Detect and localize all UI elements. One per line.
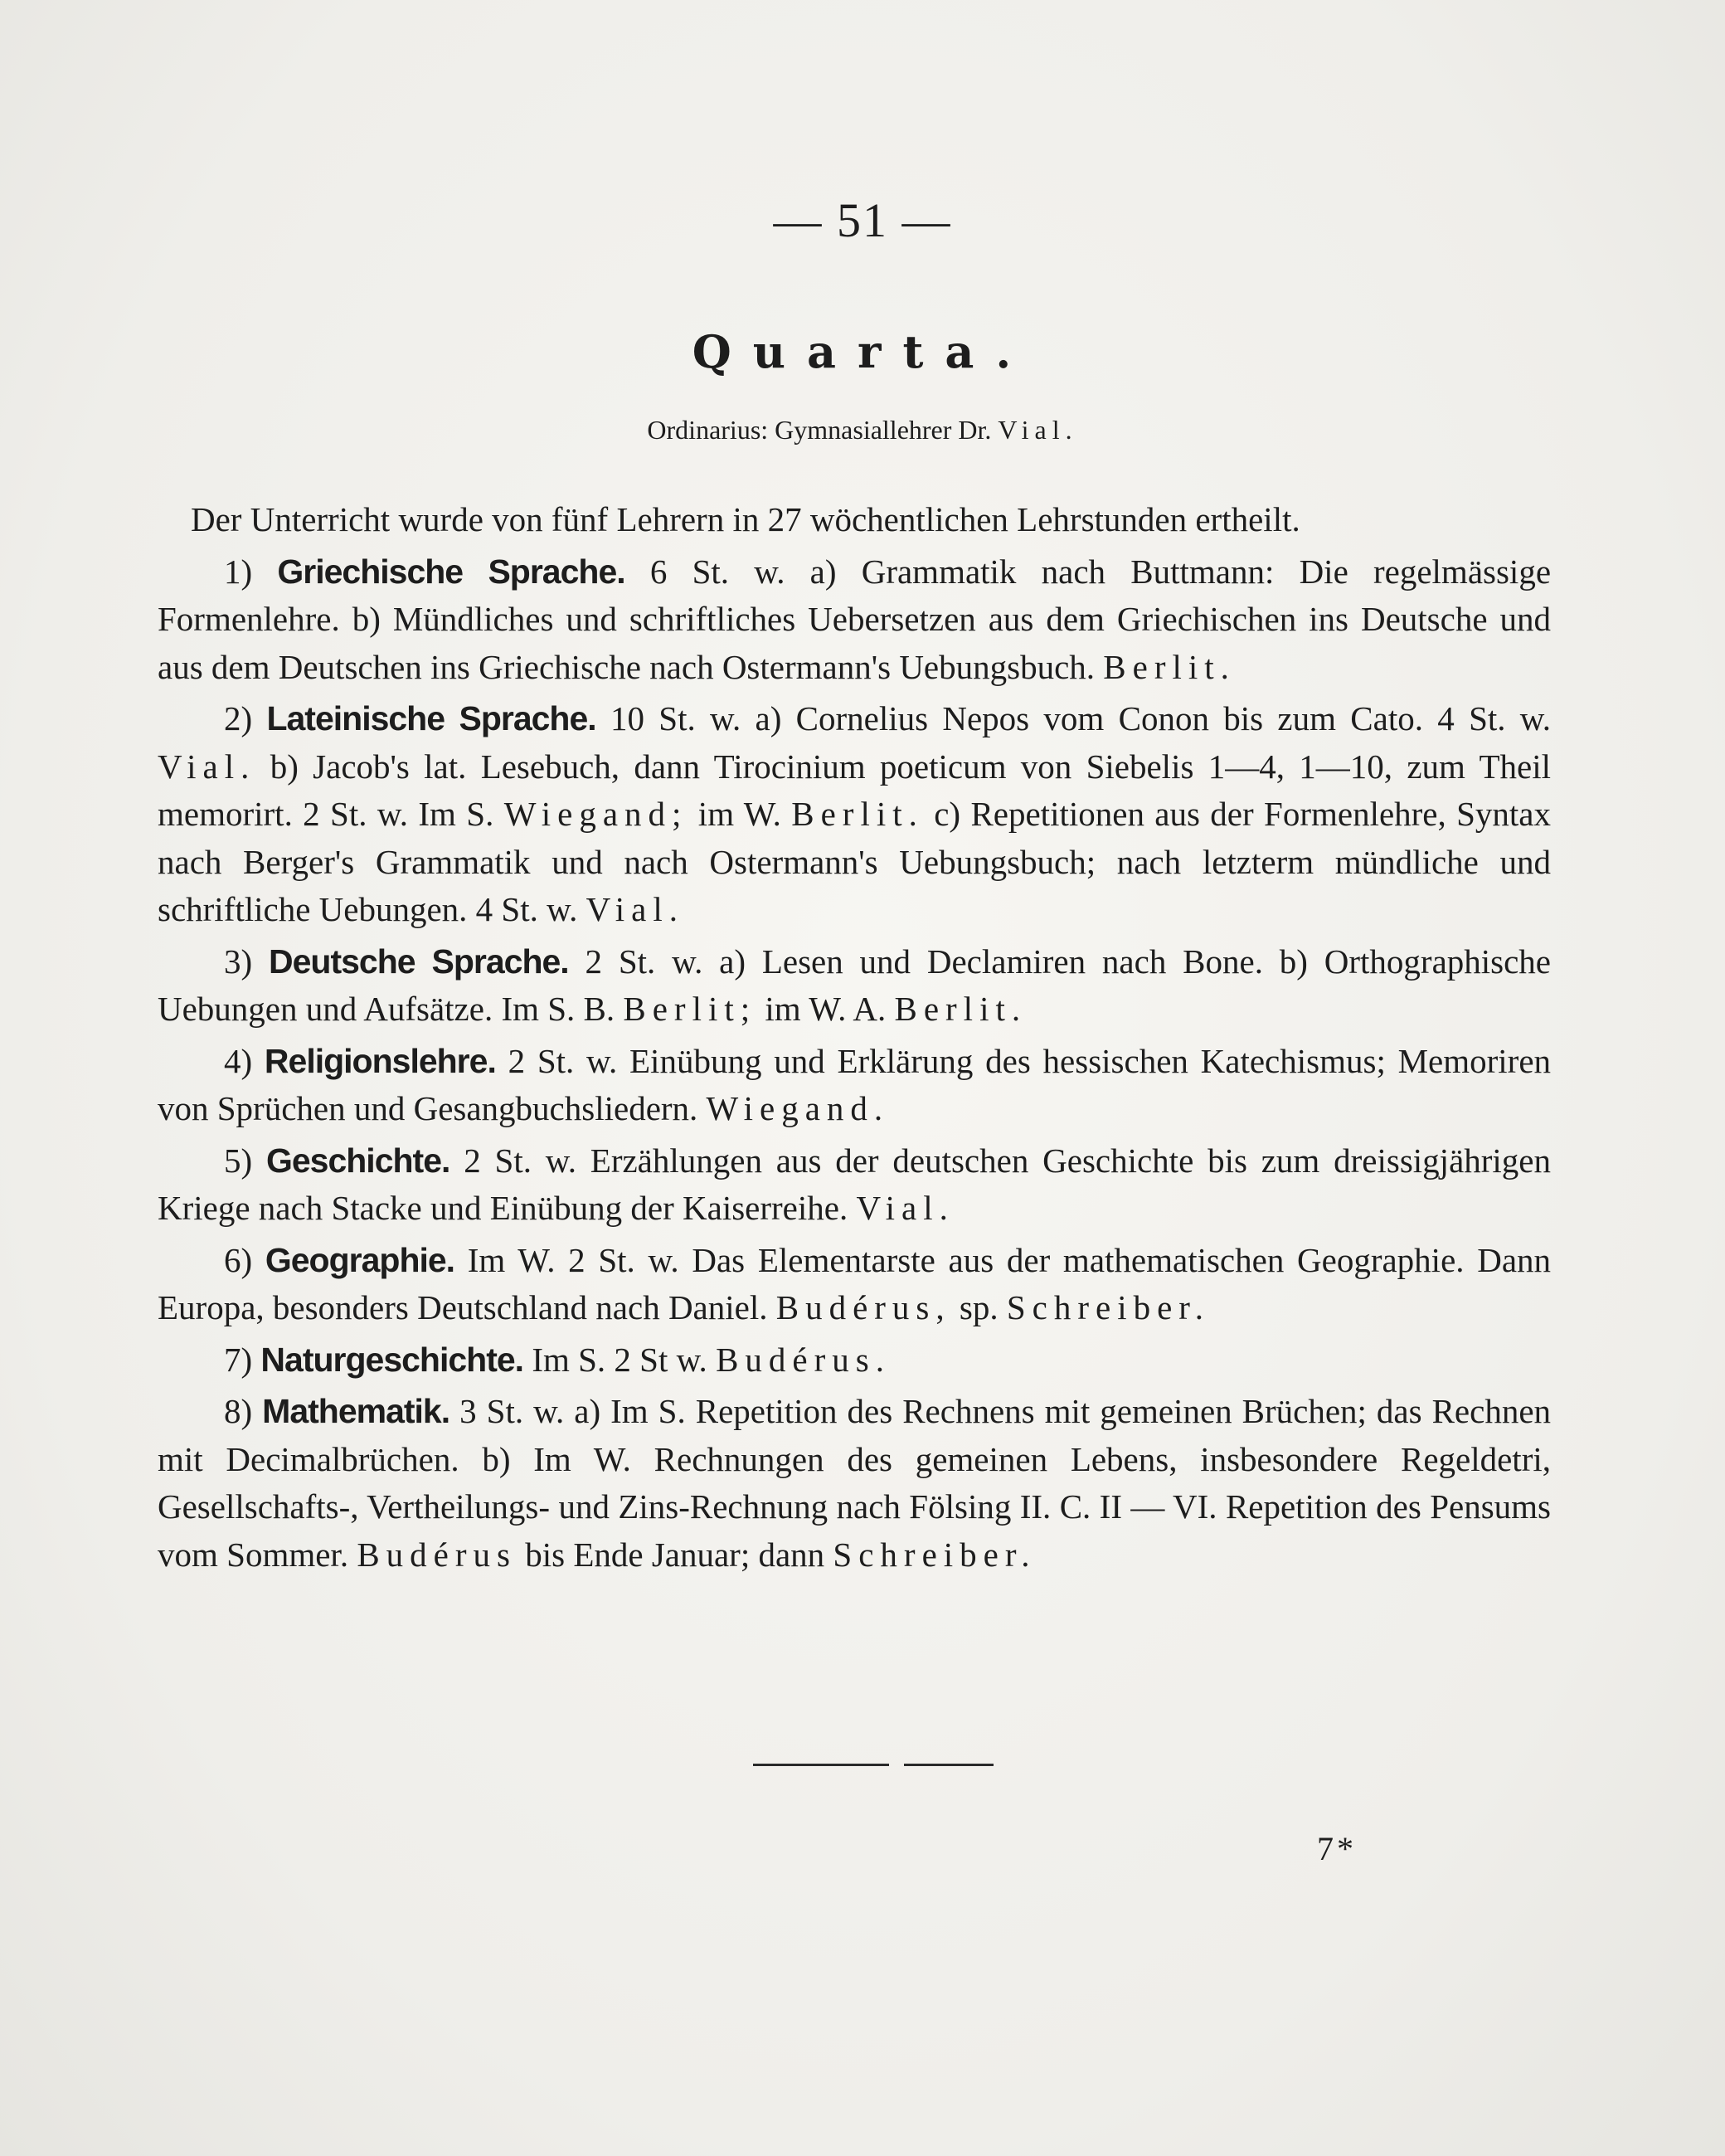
section-text: 2 St. w. Erzählungen aus der deutschen Geschichte bis zum dreissigjährigen Kriege nach Stacke und Einübung der Kaiserreihe.	[158, 1141, 1552, 1227]
section-text: Im W. 2 St. w. Das Elementarste aus der mathematischen Geographie. Dann Europa, besonders Deutschland nach Daniel.	[158, 1240, 1552, 1326]
section-text: im W.	[697, 795, 781, 833]
section-latin	[158, 695, 1551, 934]
teacher-name: Budérus	[357, 1535, 517, 1574]
teacher-name: Budérus.	[716, 1340, 891, 1379]
section-heading: Religionslehre.	[264, 1041, 496, 1080]
teacher-name: Vial.	[856, 1189, 955, 1227]
section-heading: Griechische Sprache.	[277, 552, 625, 591]
end-rule-left	[753, 1764, 889, 1766]
section-text: 2 St. w. a) Lesen und Declamiren nach Bone. b) Orthographische Uebungen und Aufsätze. Im S. B.	[158, 942, 1552, 1028]
teacher-name: Berlit;	[623, 990, 757, 1028]
ordinarius-line	[0, 415, 1725, 445]
section-text: 3 St. w. a) Im S. Repetition des Rechnens mit gemeinen Brüchen; das Rechnen mit Decimalbrüchen. b) Im W. Rechnungen des gemeinen Lebens, insbesondere Regeldetri, Gesellschafts-, Vertheilungs- und Zins-Rechnung nach Fölsing II. C. II — VI. Repetition des Pensums vom Sommer.	[158, 1392, 1552, 1574]
intro-paragraph: Der Unterricht wurde von fünf Lehrern in 27 wöchentlichen Lehrstunden ertheilt.	[191, 500, 1300, 538]
teacher-name: Wiegand.	[706, 1089, 890, 1127]
section-text: c) Repetitionen aus der Formenlehre, Syntax nach Berger's Grammatik und nach Ostermann's Uebungsbuch; nach letzterm mündliche und schriftliche Uebungen. 4 St. w.	[158, 795, 1552, 928]
section-number: 7)	[224, 1340, 253, 1379]
section-number: 2)	[224, 699, 253, 737]
ordinarius-name: Vial.	[998, 415, 1078, 445]
body-text	[158, 496, 1551, 1583]
section-text: 10 St. w. a) Cornelius Nepos vom Conon bis zum Cato. 4 St. w.	[610, 699, 1552, 737]
section-number: 5)	[224, 1141, 253, 1180]
section-number: 4)	[224, 1041, 253, 1080]
section-mathematics	[158, 1388, 1551, 1579]
teacher-name: Budérus,	[775, 1288, 951, 1326]
teacher-name: Berlit.	[791, 795, 924, 833]
section-title: Quarta.	[692, 325, 1033, 378]
teacher-name: Berlit.	[894, 990, 1028, 1028]
section-natural-history	[158, 1336, 1551, 1385]
teacher-name: Wiegand;	[503, 795, 688, 833]
section-number: 1)	[224, 552, 253, 591]
section-text: sp.	[959, 1288, 999, 1326]
teacher-name: Schreiber.	[833, 1535, 1037, 1574]
teacher-name: Vial.	[158, 747, 256, 786]
section-text: 2 St. w. Einübung und Erklärung des hessischen Katechismus; Memoriren von Sprüchen und Gesangbuchsliedern.	[158, 1041, 1552, 1127]
section-german	[158, 938, 1551, 1034]
section-text: bis Ende Januar; dann	[525, 1535, 825, 1574]
section-heading: Geschichte.	[265, 1141, 450, 1180]
teacher-name: Berlit.	[1103, 647, 1236, 686]
section-heading: Deutsche Sprache.	[268, 942, 569, 981]
page-number: — 51 —	[773, 193, 952, 247]
section-greek	[158, 548, 1551, 692]
section-history	[158, 1137, 1551, 1233]
section-geography	[158, 1237, 1551, 1332]
section-number: 6)	[224, 1240, 253, 1279]
section-number: 8)	[224, 1392, 253, 1430]
section-number: 3)	[224, 942, 253, 981]
section-heading: Lateinische Sprache.	[266, 699, 596, 737]
signature-mark: 7*	[1317, 1830, 1357, 1867]
teacher-name: Schreiber.	[1006, 1288, 1210, 1326]
section-text: im W. A.	[765, 990, 887, 1028]
section-text: 6 St. w. a) Grammatik nach Buttmann: Die regelmässige Formenlehre. b) Mündliches und schriftliches Uebersetzen aus dem Griechischen ins Deutsche und aus dem Deutschen ins Griechische nach Ostermann's Uebungsbuch.	[158, 552, 1552, 686]
ordinarius-label: Ordinarius: Gymnasiallehrer Dr.	[647, 415, 992, 445]
section-religion	[158, 1038, 1551, 1133]
teacher-name: Vial.	[586, 890, 684, 928]
section-text: Im S. 2 St w.	[532, 1340, 707, 1379]
section-heading: Mathematik.	[262, 1392, 450, 1430]
end-rule-right	[904, 1764, 994, 1766]
section-heading: Naturgeschichte.	[260, 1340, 524, 1379]
section-text: b) Jacob's lat. Lesebuch, dann Tirocinium poeticum von Siebelis 1—4, 1—10, zum Theil memorirt. 2 St. w. Im S.	[158, 747, 1552, 833]
section-heading: Geographie.	[265, 1240, 455, 1279]
